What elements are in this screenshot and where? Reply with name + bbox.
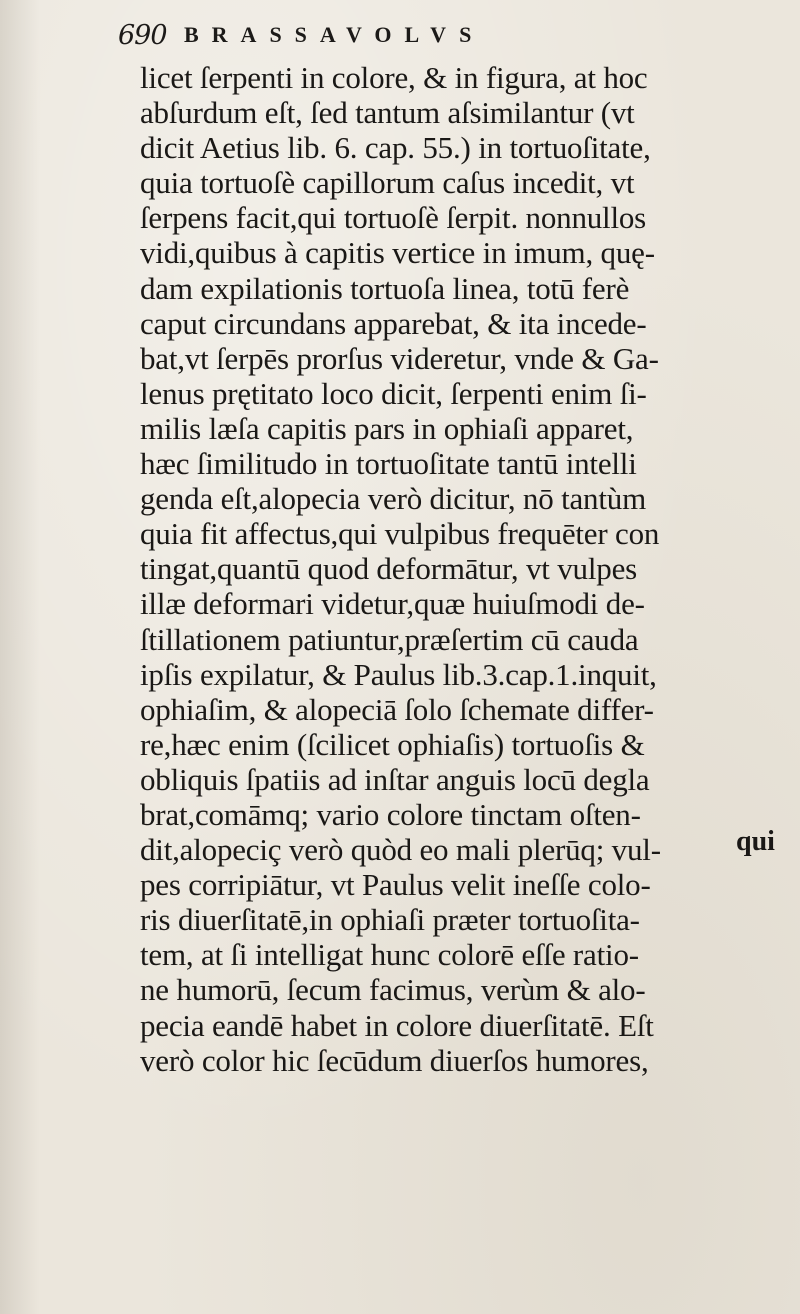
text-line: licet ſerpenti in colore, & in figura, at hoc xyxy=(140,60,648,95)
text-line: quia fit affectus,qui vulpibus frequēter con xyxy=(140,516,660,552)
text-line: milis læſa capitis pars in ophiaſi apparet, xyxy=(140,410,634,446)
catchword: qui xyxy=(736,826,775,857)
text-line: brat,comāmq; vario colore tinctam oſten- xyxy=(140,796,641,832)
running-head xyxy=(118,20,678,60)
text-line: abſurdum eſt, ſed tantum aſsimilantur (vt xyxy=(140,95,635,131)
text-line: illæ deformari videtur,quæ huiuſmodi de- xyxy=(140,586,645,622)
page-number: 690 xyxy=(118,20,167,51)
text-line: quia tortuoſè capillorum caſus incedit, vt xyxy=(140,165,635,201)
body-text xyxy=(140,60,780,1078)
text-line: bat,vt ſerpēs prorſus videretur, vnde & Ga- xyxy=(140,340,659,376)
text-line: lenus prętitato loco dicit, ſerpenti enim ſi- xyxy=(140,375,647,411)
text-line: obliquis ſpatiis ad inſtar anguis locū degla xyxy=(140,761,650,797)
text-line: genda eſt,alopecia verò dicitur, nō tantùm xyxy=(140,481,646,517)
text-line: ne humorū, ſecum facimus, verùm & alo- xyxy=(140,972,646,1008)
text-line: re,hæc enim (ſcilicet ophiaſis) tortuoſis & xyxy=(140,726,645,762)
text-line: tingat,quantū quod deformātur, vt vulpes xyxy=(140,551,637,587)
text-line: ophiaſim, & alopeciā ſolo ſchemate differ- xyxy=(140,691,654,727)
page-gutter-shadow xyxy=(0,0,40,1314)
text-line: caput circundans apparebat, & ita incede- xyxy=(140,305,647,341)
text-line: pecia eandē habet in colore diuerſitatē. Eſt xyxy=(140,1007,654,1043)
text-line: tem, at ſi intelligat hunc colorē eſſe ratio- xyxy=(140,937,639,973)
text-line: dit,alopeciç verò quòd eo mali plerūq; vul- xyxy=(140,832,661,868)
text-line: ris diuerſitatē,in ophiaſi præter tortuoſita- xyxy=(140,902,640,938)
text-line: dam expilationis tortuoſa linea, totū ferè xyxy=(140,270,630,306)
text-line: verò color hic ſecūdum diuerſos humores, xyxy=(140,1042,649,1078)
text-line: ſerpens facit,qui tortuoſè ſerpit. nonnullos xyxy=(140,200,647,236)
text-line: vidi,quibus à capitis vertice in imum, quę- xyxy=(140,235,655,271)
text-line: ſtillationem patiuntur,præſertim cū cauda xyxy=(140,621,639,657)
text-line: pes corripiātur, vt Paulus velit ineſſe colo- xyxy=(140,867,651,903)
text-line: dicit Aetius lib. 6. cap. 55.) in tortuoſitate, xyxy=(140,130,651,166)
text-line: ipſis expilatur, & Paulus lib.3.cap.1.inquit, xyxy=(140,656,657,692)
running-title: BRASSAVOLVS xyxy=(184,22,485,47)
text-line: hæc ſimilitudo in tortuoſitate tantū intelli xyxy=(140,446,637,482)
